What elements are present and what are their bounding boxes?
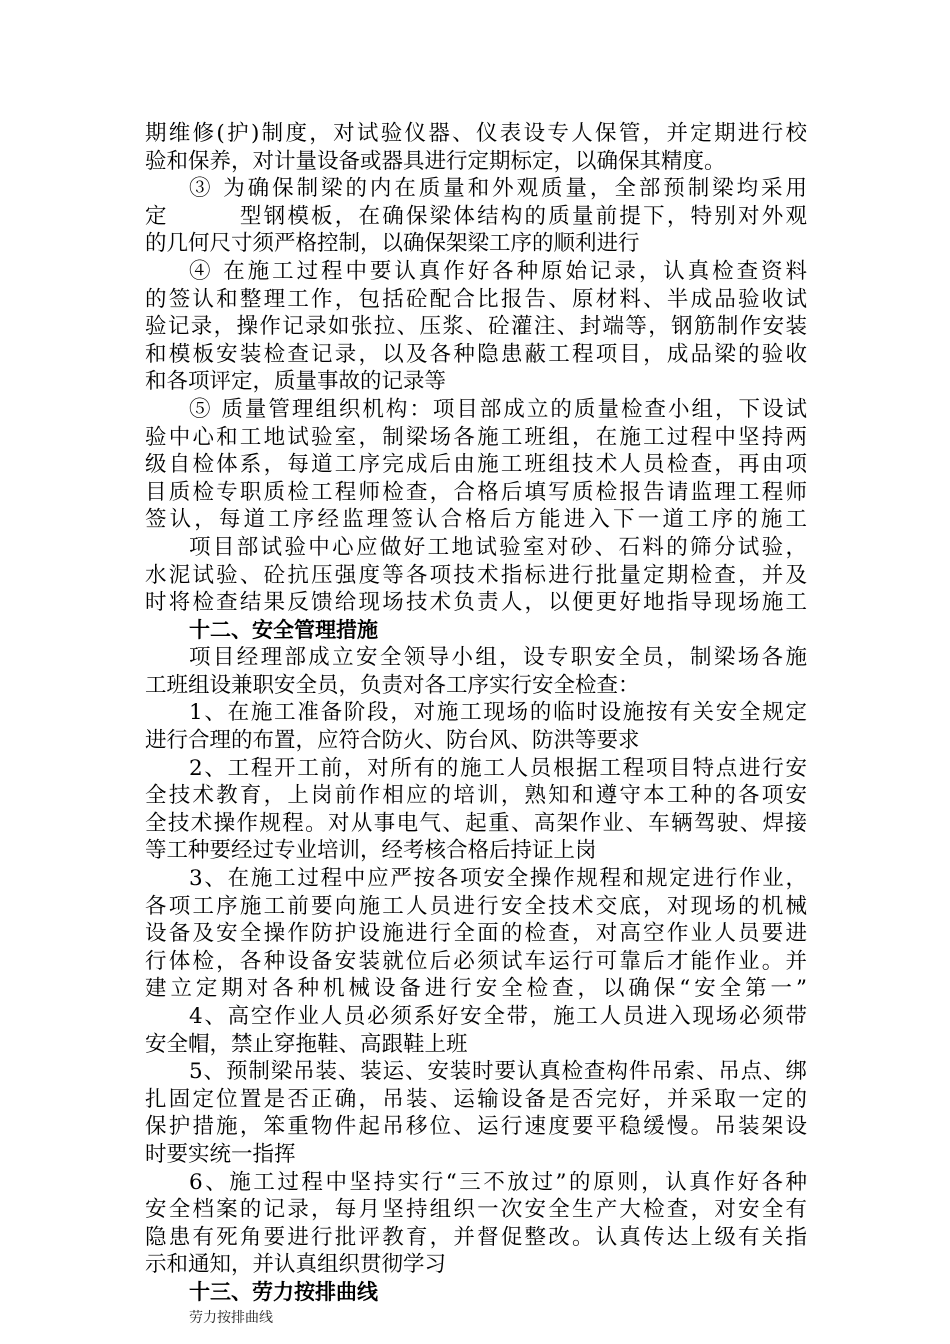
paragraph-line: 级自检体系，每道工序完成后由施工班组技术人员检查，再由项	[145, 452, 807, 478]
paragraph-line: 6、施工过程中坚持实行“三不放过”的原则，认真作好各种	[189, 1169, 807, 1195]
paragraph-line: 签认，每道工序经监理签认合格后方能进入下一道工序的施工	[145, 507, 807, 533]
paragraph-line: 项目部试验中心应做好工地试验室对砂、石料的筛分试验，	[189, 534, 807, 560]
paragraph-line: 各项工序施工前要向施工人员进行安全技术交底，对现场的机械	[145, 893, 807, 919]
paragraph-line: 工班组设兼职安全员，负责对各工序实行安全检查：	[145, 672, 640, 698]
paragraph-line: 扎固定位置是否正确，吊装、运输设备是否完好，并采取一定的	[145, 1086, 807, 1112]
paragraph-line: 验记录，操作记录如张拉、压浆、砼灌注、封端等，钢筋制作安装	[145, 314, 807, 340]
paragraph-line: 时将检查结果反馈给现场技术负责人，以便更好地指导现场施工	[145, 590, 807, 616]
paragraph-line: 验中心和工地试验室，制梁场各施工班组，在施工过程中坚持两	[145, 424, 807, 450]
paragraph-line: 示和通知，并认真组织贯彻学习	[145, 1252, 447, 1278]
paragraph-line: ③ 为确保制梁的内在质量和外观质量，全部预制梁均采用	[189, 176, 807, 202]
paragraph-line: 和各项评定，质量事故的记录等	[145, 369, 447, 395]
paragraph-line: 隐患有死角要进行批评教育，并督促整改。认真传达上级有关指	[145, 1224, 807, 1250]
paragraph-line: 安全帽，禁止穿拖鞋、高跟鞋上班	[145, 1031, 468, 1057]
paragraph-line: 全技术教育，上岗前作相应的培训，熟知和遵守本工种的各项安	[145, 783, 807, 809]
paragraph-line: 等工种要经过专业培训，经考核合格后持证上岗	[145, 838, 597, 864]
paragraph-line: 的几何尺寸须严格控制，以确保架梁工序的顺利进行	[145, 231, 640, 257]
paragraph-line: 保护措施，笨重物件起吊移位、运行速度要平稳缓慢。吊装架设	[145, 1114, 807, 1140]
paragraph-line: ⑤ 质量管理组织机构：项目部成立的质量检查小组，下设试	[189, 396, 807, 422]
paragraph-line: 验和保养，对计量设备或器具进行定期标定，以确保其精度。	[145, 148, 726, 174]
paragraph-line: 期维修(护)制度，对试验仪器、仪表设专人保管，并定期进行校	[145, 121, 807, 146]
paragraph-line: 4、高空作业人员必须系好安全带，施工人员进入现场必须带	[189, 1004, 807, 1029]
paragraph-line: 进行合理的布置，应符合防火、防台风、防洪等要求	[145, 728, 640, 754]
paragraph-line: 项目经理部成立安全领导小组，设专职安全员，制梁场各施	[189, 645, 807, 671]
paragraph-line: 设备及安全操作防护设施进行全面的检查，对高空作业人员要进	[145, 921, 807, 947]
paragraph-line: 安全档案的记录，每月坚持组织一次安全生产大检查，对安全有	[145, 1197, 807, 1223]
section-heading: 十二、安全管理措施	[189, 617, 378, 642]
paragraph-line: ④ 在施工过程中要认真作好各种原始记录，认真检查资料	[189, 258, 807, 284]
paragraph-line: 3、在施工过程中应严按各项安全操作规程和规定进行作业，	[189, 866, 807, 892]
paragraph-line: 水泥试验、砼抗压强度等各项技术指标进行批量定期检查，并及	[145, 562, 807, 588]
section-heading: 十三、劳力按排曲线	[189, 1279, 378, 1304]
paragraph-line: 行体检，各种设备安装就位后必须试车运行可靠后才能作业。并	[145, 948, 807, 974]
paragraph-line: 目质检专职质检工程师检查，合格后填写质检报告请监理工程师	[145, 479, 807, 505]
figure-caption: 劳力按排曲线	[189, 1309, 273, 1326]
paragraph-line: 5、预制梁吊装、装运、安装时要认真检查构件吊索、吊点、绑	[189, 1059, 807, 1085]
paragraph-line: 全技术操作规程。对从事电气、起重、高架作业、车辆驾驶、焊接	[145, 810, 807, 836]
document-page	[145, 120, 807, 1329]
paragraph-line: 1、在施工准备阶段，对施工现场的临时设施按有关安全规定	[189, 700, 807, 726]
paragraph-line: 和模板安装检查记录，以及各种隐患蔽工程项目，成品梁的验收	[145, 341, 807, 367]
paragraph-line: 2、工程开工前，对所有的施工人员根据工程项目特点进行安	[189, 755, 807, 781]
paragraph-line: 定 型钢模板，在确保梁体结构的质量前提下，特别对外观	[145, 203, 807, 229]
paragraph-line: 建立定期对各种机械设备进行安全检查，以确保“安全第一”	[145, 976, 807, 1002]
paragraph-line: 的签认和整理工作，包括砼配合比报告、原材料、半成品验收试	[145, 286, 807, 312]
paragraph-line: 时要实统一指挥	[145, 1141, 296, 1167]
